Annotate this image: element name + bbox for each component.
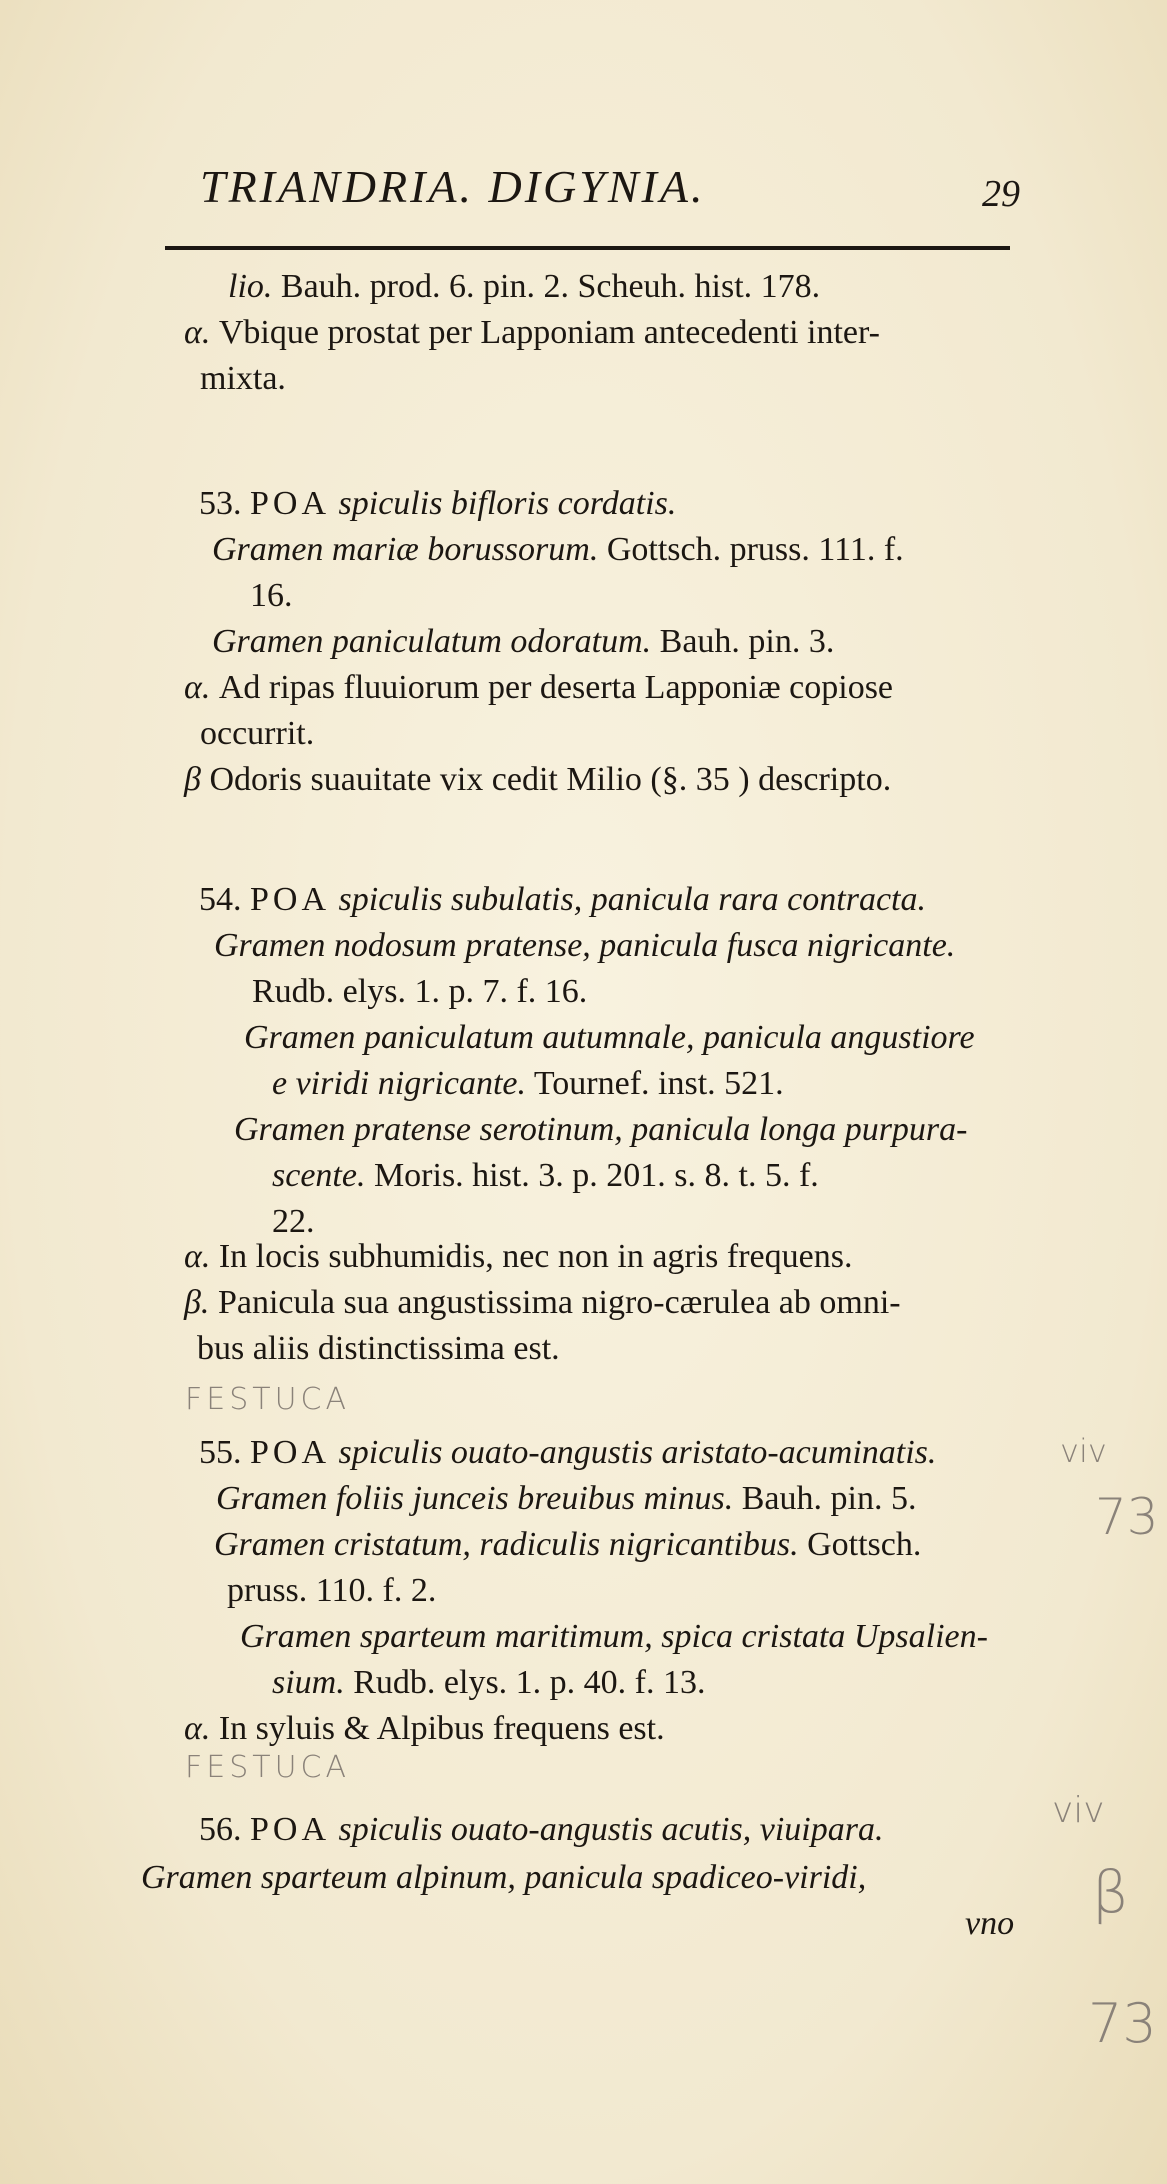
roman-text: occurrit. (200, 715, 315, 752)
roman-text: Bauh. prod. 6. pin. 2. Scheuh. hist. 178. (272, 268, 821, 305)
text-line (227, 1571, 436, 1611)
page-header (160, 160, 1020, 230)
italic-text: spiculis ouato-angustis aristato-acuminatis. (330, 1434, 937, 1471)
italic-text: Gramen cristatum, radiculis nigricantibus. (214, 1526, 799, 1563)
text-line (184, 1283, 901, 1323)
text-line (272, 1663, 706, 1703)
text-line (965, 1904, 1014, 1944)
text-line (199, 1810, 883, 1850)
genus-name: POA (250, 881, 331, 918)
italic-text: lio. (228, 268, 273, 305)
text-line (184, 313, 880, 353)
header-rule (165, 246, 1010, 250)
text-line (199, 1433, 936, 1473)
roman-text: Moris. hist. 3. p. 201. s. 8. t. 5. f. (365, 1157, 819, 1194)
roman-text: Tournef. inst. 521. (526, 1065, 784, 1102)
italic-text: β (184, 761, 201, 798)
italic-text: Gramen nodosum pratense, panicula fusca nigricante. (214, 927, 956, 964)
text-line (184, 1237, 852, 1277)
italic-text: spiculis bifloris cordatis. (330, 485, 677, 522)
italic-text: scente. (272, 1157, 366, 1194)
italic-text: Gramen paniculatum odoratum. (212, 623, 652, 660)
italic-text: Gramen sparteum alpinum, panicula spadiceo-viridi, (141, 1859, 867, 1896)
text-line (216, 1479, 916, 1519)
text-line (184, 668, 893, 708)
roman-text: Rudb. elys. 1. p. 40. f. 13. (344, 1664, 706, 1701)
text-line (234, 1110, 967, 1150)
italic-text: spiculis subulatis, panicula rara contracta. (330, 881, 926, 918)
roman-text: Gottsch. (798, 1526, 922, 1563)
genus-name: POA (250, 485, 331, 522)
text-line (244, 1018, 975, 1058)
text-line (272, 1202, 315, 1242)
page-number: 29 (982, 173, 1020, 215)
text-line (212, 622, 834, 662)
roman-text: 22. (272, 1203, 315, 1240)
roman-text: Bauh. pin. 3. (651, 623, 835, 660)
italic-text: α. (184, 1710, 211, 1747)
text-line (184, 1709, 665, 1749)
italic-text: sium. (272, 1664, 345, 1701)
text-line (228, 267, 820, 307)
text-line (184, 760, 891, 800)
italic-text: α. (184, 314, 211, 351)
italic-text: Gramen paniculatum autumnale, panicula angustiore (244, 1019, 975, 1056)
roman-text: pruss. 110. f. 2. (227, 1572, 437, 1609)
italic-text: Gramen mariæ borussorum. (212, 531, 599, 568)
margin-note-festuca-1: FESTUCA (185, 1382, 351, 1417)
text-line (240, 1617, 988, 1657)
italic-text: spiculis ouato-angustis acutis, viuipara. (330, 1811, 884, 1848)
roman-text: In locis subhumidis, nec non in agris frequens. (210, 1238, 853, 1275)
margin-note-beta: β (1092, 1858, 1130, 1926)
italic-text: α. (184, 669, 211, 706)
margin-note-festuca-2: FESTUCA (185, 1750, 351, 1785)
roman-text: Ad ripas fluuiorum per deserta Lapponiæ copiose (210, 669, 894, 706)
roman-text: Bauh. pin. 5. (733, 1480, 917, 1517)
text-line (200, 714, 314, 754)
text-line (199, 880, 926, 920)
roman-text: 56. (199, 1811, 250, 1848)
roman-text: Vbique prostat per Lapponiam antecedenti inter- (210, 314, 880, 351)
running-head: TRIANDRIA. DIGYNIA. (200, 161, 706, 212)
italic-text: α. (184, 1238, 211, 1275)
italic-text: β. (184, 1284, 210, 1321)
italic-text: Gramen pratense serotinum, panicula longa purpura- (234, 1111, 968, 1148)
roman-text: Odoris suauitate vix cedit Milio (§. 35 ) descripto. (200, 761, 892, 798)
text-line (200, 359, 286, 399)
roman-text: 55. (199, 1434, 250, 1471)
text-line (214, 1525, 921, 1565)
roman-text: Gottsch. pruss. 111. f. (598, 531, 904, 568)
text-line (199, 484, 676, 524)
text-line (272, 1156, 819, 1196)
text-line (214, 926, 955, 966)
text-line (212, 530, 904, 570)
text-line (141, 1858, 866, 1898)
roman-text: Rudb. elys. 1. p. 7. f. 16. (252, 973, 588, 1010)
margin-note-73-2: 73 (1088, 1992, 1157, 2055)
italic-text: vno (965, 1905, 1015, 1942)
italic-text: Gramen sparteum maritimum, spica cristata Upsalien- (240, 1618, 988, 1655)
text-line (250, 576, 293, 616)
margin-note-73-1: 73 (1095, 1488, 1159, 1546)
margin-note-viv-2: viv (1052, 1790, 1105, 1831)
roman-text: mixta. (200, 360, 286, 397)
italic-text: Gramen foliis junceis breuibus minus. (216, 1480, 734, 1517)
roman-text: 53. (199, 485, 250, 522)
genus-name: POA (250, 1811, 331, 1848)
text-line (252, 972, 587, 1012)
roman-text: Panicula sua angustissima nigro-cærulea ab omni- (209, 1284, 901, 1321)
roman-text: In syluis & Alpibus frequens est. (210, 1710, 665, 1747)
genus-name: POA (250, 1434, 331, 1471)
text-line (197, 1329, 560, 1369)
italic-text: e viridi nigricante. (272, 1065, 527, 1102)
text-line (272, 1064, 784, 1104)
roman-text: bus aliis distinctissima est. (197, 1330, 560, 1367)
margin-note-viv-1: viv (1060, 1432, 1107, 1470)
roman-text: 16. (250, 577, 293, 614)
roman-text: 54. (199, 881, 250, 918)
